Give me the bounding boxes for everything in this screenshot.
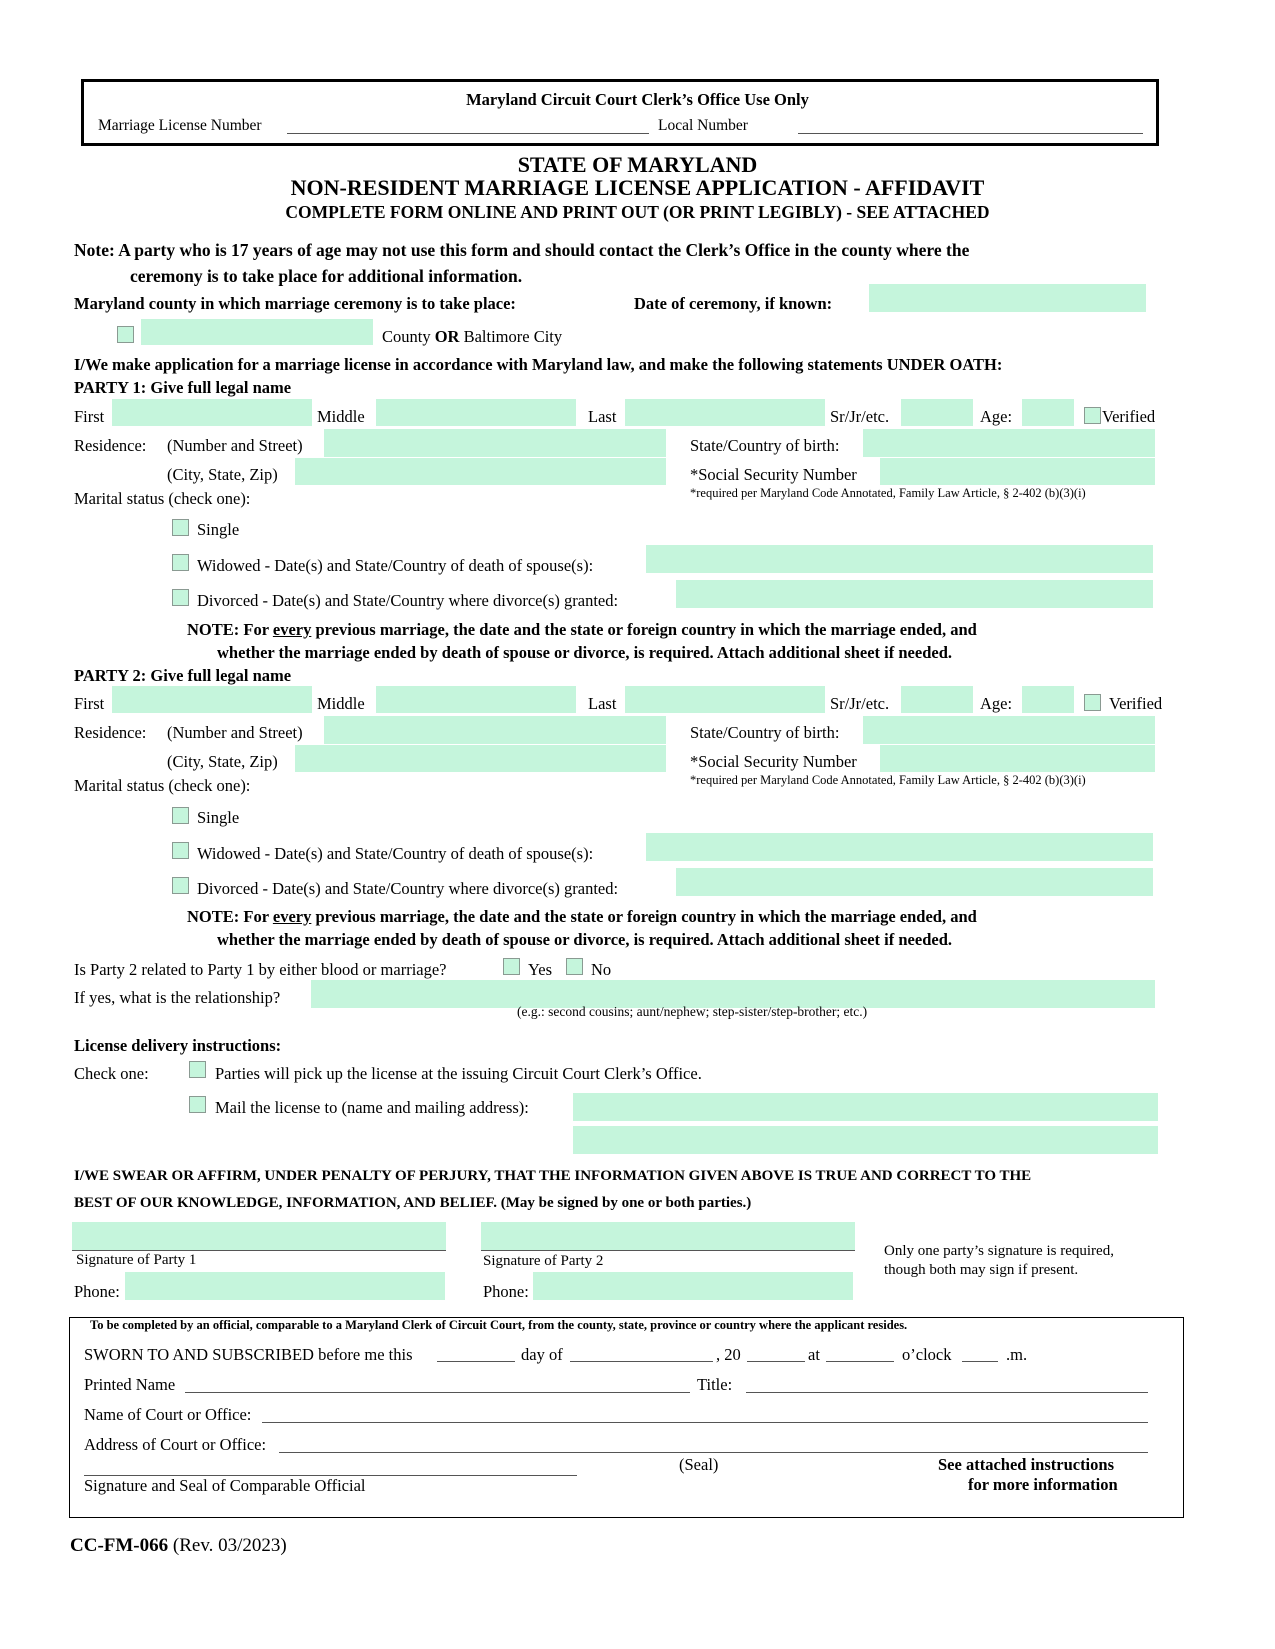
official-heading: To be completed by an official, comparable to a Maryland Clerk of Circuit Court, from the county, state, province or country where the applicant resides.	[90, 1318, 908, 1332]
sworn-day-field[interactable]	[437, 1361, 515, 1362]
mail-address-field-2[interactable]	[573, 1126, 1158, 1154]
official-title-field[interactable]	[746, 1392, 1148, 1393]
signature-note-line2: though both may sign if present.	[884, 1262, 1079, 1278]
party1-signature-line	[72, 1250, 446, 1251]
party1-marriage-note-line2: whether the marriage ended by death of spouse or divorce, is required. Attach additional sheet if needed.	[217, 643, 953, 662]
state-heading: STATE OF MARYLAND	[517, 152, 758, 177]
party2-birth-label: State/Country of birth:	[690, 723, 840, 742]
clerk-box-title: Maryland Circuit Court Clerk’s Office Use Only	[466, 90, 809, 109]
local-number-field[interactable]	[798, 133, 1143, 134]
party1-divorced-field[interactable]	[676, 580, 1153, 608]
party1-suffix-field[interactable]	[901, 399, 973, 426]
court-name-label: Name of Court or Office:	[84, 1405, 252, 1424]
relation-question: Is Party 2 related to Party 1 by either blood or marriage?	[74, 960, 447, 979]
party1-last-label: Last	[588, 407, 617, 426]
party2-verified-label: Verified	[1109, 694, 1163, 713]
oath-statement: I/We make application for a marriage license in accordance with Maryland law, and make the following statements UNDER OATH:	[74, 355, 1003, 374]
official-signature-label: Signature and Seal of Comparable Official	[84, 1476, 366, 1495]
delivery-mail-checkbox[interactable]	[189, 1096, 206, 1113]
party2-city-field[interactable]	[295, 745, 666, 772]
party2-signature-label: Signature of Party 2	[483, 1253, 604, 1269]
at-label: at	[808, 1345, 820, 1364]
party1-marriage-note-line1: NOTE: For every previous marriage, the date and the state or foreign country in which the marriage ended, and	[187, 620, 977, 639]
party2-signature-field[interactable]	[481, 1222, 855, 1250]
form-title: NON-RESIDENT MARRIAGE LICENSE APPLICATION - AFFIDAVIT	[290, 175, 985, 200]
official-title-label: Title:	[697, 1375, 733, 1394]
party2-street-field[interactable]	[324, 716, 666, 744]
party2-first-label: First	[74, 694, 105, 713]
see-instructions-line2: for more information	[968, 1475, 1118, 1494]
delivery-heading: License delivery instructions:	[74, 1036, 282, 1055]
party1-last-field[interactable]	[625, 399, 825, 426]
delivery-check-one: Check one:	[74, 1064, 149, 1083]
relationship-example: (e.g.: second cousins; aunt/nephew; step-sister/step-brother; etc.)	[517, 1004, 868, 1019]
party2-widowed-checkbox[interactable]	[172, 842, 189, 859]
party1-verified-label: Verified	[1102, 407, 1156, 426]
party1-verified-checkbox[interactable]	[1084, 407, 1101, 424]
ceremony-date-field[interactable]	[869, 284, 1146, 312]
party2-suffix-label: Sr/Jr/etc.	[830, 694, 890, 713]
age-note-line1: Note: A party who is 17 years of age may not use this form and should contact the Clerk’s Office in the county where the	[74, 240, 970, 260]
party1-phone-field[interactable]	[125, 1272, 445, 1300]
age-note-line2: ceremony is to take place for additional information.	[130, 266, 523, 286]
relationship-label: If yes, what is the relationship?	[74, 988, 281, 1007]
delivery-pickup-checkbox[interactable]	[189, 1061, 206, 1078]
party1-divorced-label: Divorced - Date(s) and State/Country where divorce(s) granted:	[197, 591, 619, 610]
court-address-field[interactable]	[279, 1452, 1148, 1453]
printed-name-field[interactable]	[185, 1392, 690, 1393]
license-number-field[interactable]	[287, 133, 649, 134]
sworn-time-field[interactable]	[826, 1361, 894, 1362]
party2-age-label: Age:	[980, 694, 1013, 713]
year-prefix-label: , 20	[716, 1345, 741, 1364]
oclock-label: o’clock	[902, 1345, 952, 1364]
party1-residence-label: Residence:	[74, 436, 147, 455]
party1-age-field[interactable]	[1022, 399, 1074, 426]
party1-phone-label: Phone:	[74, 1282, 120, 1301]
party2-middle-label: Middle	[317, 694, 365, 713]
party2-middle-field[interactable]	[376, 686, 576, 713]
party2-divorced-checkbox[interactable]	[172, 877, 189, 894]
ceremony-county-field[interactable]	[141, 319, 373, 345]
relation-yes-label: Yes	[528, 960, 553, 979]
party1-city-label: (City, State, Zip)	[167, 465, 278, 484]
party2-marriage-note-line2: whether the marriage ended by death of spouse or divorce, is required. Attach additional sheet if needed.	[217, 930, 953, 949]
m-label: .m.	[1006, 1345, 1028, 1364]
party1-suffix-label: Sr/Jr/etc.	[830, 407, 890, 426]
party2-verified-checkbox[interactable]	[1084, 694, 1101, 711]
party1-widowed-field[interactable]	[646, 545, 1153, 573]
party1-birth-field[interactable]	[863, 429, 1155, 457]
ceremony-date-label: Date of ceremony, if known:	[634, 294, 833, 313]
party2-divorced-label: Divorced - Date(s) and State/Country where divorce(s) granted:	[197, 879, 619, 898]
sworn-ampm-field[interactable]	[962, 1361, 998, 1362]
sworn-label: SWORN TO AND SUBSCRIBED before me this	[84, 1345, 413, 1364]
party2-marriage-note-line1: NOTE: For every previous marriage, the date and the state or foreign country in which the marriage ended, and	[187, 907, 977, 926]
party1-ssn-note: *required per Maryland Code Annotated, Family Law Article, § 2-402 (b)(3)(i)	[690, 486, 1086, 500]
party2-residence-label: Residence:	[74, 723, 147, 742]
party1-first-field[interactable]	[112, 399, 312, 426]
party2-last-field[interactable]	[625, 686, 825, 713]
court-name-field[interactable]	[262, 1422, 1148, 1423]
party2-first-field[interactable]	[112, 686, 312, 713]
relation-no-checkbox[interactable]	[566, 958, 583, 975]
form-subtitle: COMPLETE FORM ONLINE AND PRINT OUT (OR PRINT LEGIBLY) - SEE ATTACHED	[285, 202, 990, 222]
form-footer: CC-FM-066 (Rev. 03/2023)	[70, 1535, 287, 1556]
party1-ssn-field[interactable]	[880, 458, 1155, 485]
party2-phone-label: Phone:	[483, 1282, 529, 1301]
party2-single-label: Single	[197, 808, 240, 827]
swear-line1: I/WE SWEAR OR AFFIRM, UNDER PENALTY OF PERJURY, THAT THE INFORMATION GIVEN ABOVE IS TRUE AND CORRECT TO THE	[74, 1168, 1032, 1184]
party2-single-checkbox[interactable]	[172, 807, 189, 824]
party2-ssn-field[interactable]	[880, 745, 1155, 772]
delivery-pickup-label: Parties will pick up the license at the issuing Circuit Court Clerk’s Office.	[215, 1064, 702, 1083]
party2-ssn-note: *required per Maryland Code Annotated, Family Law Article, § 2-402 (b)(3)(i)	[690, 773, 1086, 787]
relation-no-label: No	[591, 960, 612, 979]
party2-last-label: Last	[588, 694, 617, 713]
court-address-label: Address of Court or Office:	[84, 1435, 267, 1454]
party2-suffix-field[interactable]	[901, 686, 973, 713]
party1-marital-label: Marital status (check one):	[74, 489, 251, 508]
party1-city-field[interactable]	[295, 458, 666, 485]
party1-single-label: Single	[197, 520, 240, 539]
party1-signature-field[interactable]	[72, 1222, 446, 1250]
day-of-label: day of	[521, 1345, 563, 1364]
party1-middle-field[interactable]	[376, 399, 576, 426]
mail-address-field-1[interactable]	[573, 1093, 1158, 1121]
party1-middle-label: Middle	[317, 407, 365, 426]
party1-single-checkbox[interactable]	[172, 519, 189, 536]
delivery-mail-label: Mail the license to (name and mailing address):	[215, 1098, 529, 1117]
baltimore-city-checkbox[interactable]	[117, 326, 134, 343]
party2-street-label: (Number and Street)	[167, 723, 303, 742]
license-number-label: Marriage License Number	[98, 117, 262, 134]
sworn-month-field[interactable]	[570, 1361, 713, 1362]
party2-ssn-label: *Social Security Number	[690, 752, 857, 771]
party2-birth-field[interactable]	[863, 716, 1155, 744]
seal-label: (Seal)	[679, 1455, 719, 1474]
see-instructions-line1: See attached instructions	[938, 1455, 1114, 1474]
party1-birth-label: State/Country of birth:	[690, 436, 840, 455]
party1-first-label: First	[74, 407, 105, 426]
party2-signature-line	[481, 1250, 855, 1251]
party1-street-field[interactable]	[324, 429, 666, 457]
party1-signature-label: Signature of Party 1	[76, 1252, 197, 1268]
party1-widowed-label: Widowed - Date(s) and State/Country of death of spouse(s):	[197, 556, 594, 575]
relation-yes-checkbox[interactable]	[503, 958, 520, 975]
party1-age-label: Age:	[980, 407, 1013, 426]
party1-divorced-checkbox[interactable]	[172, 589, 189, 606]
party2-age-field[interactable]	[1022, 686, 1074, 713]
party2-city-label: (City, State, Zip)	[167, 752, 278, 771]
party1-ssn-label: *Social Security Number	[690, 465, 857, 484]
party2-widowed-field[interactable]	[646, 833, 1153, 861]
party2-heading: PARTY 2: Give full legal name	[74, 666, 292, 685]
county-or-baltimore-label: County OR Baltimore City	[382, 327, 563, 346]
party2-divorced-field[interactable]	[676, 868, 1153, 896]
party1-widowed-checkbox[interactable]	[172, 554, 189, 571]
printed-name-label: Printed Name	[84, 1375, 176, 1394]
signature-note-line1: Only one party’s signature is required,	[884, 1243, 1114, 1259]
party2-phone-field[interactable]	[533, 1272, 853, 1300]
local-number-label: Local Number	[658, 117, 748, 134]
sworn-year-field[interactable]	[747, 1361, 805, 1362]
swear-line2: BEST OF OUR KNOWLEDGE, INFORMATION, AND BELIEF. (May be signed by one or both parties.)	[74, 1195, 752, 1211]
ceremony-county-label: Maryland county in which marriage ceremony is to take place:	[74, 294, 516, 313]
party2-marital-label: Marital status (check one):	[74, 776, 251, 795]
party1-heading: PARTY 1: Give full legal name	[74, 378, 292, 397]
party2-widowed-label: Widowed - Date(s) and State/Country of death of spouse(s):	[197, 844, 594, 863]
party1-street-label: (Number and Street)	[167, 436, 303, 455]
